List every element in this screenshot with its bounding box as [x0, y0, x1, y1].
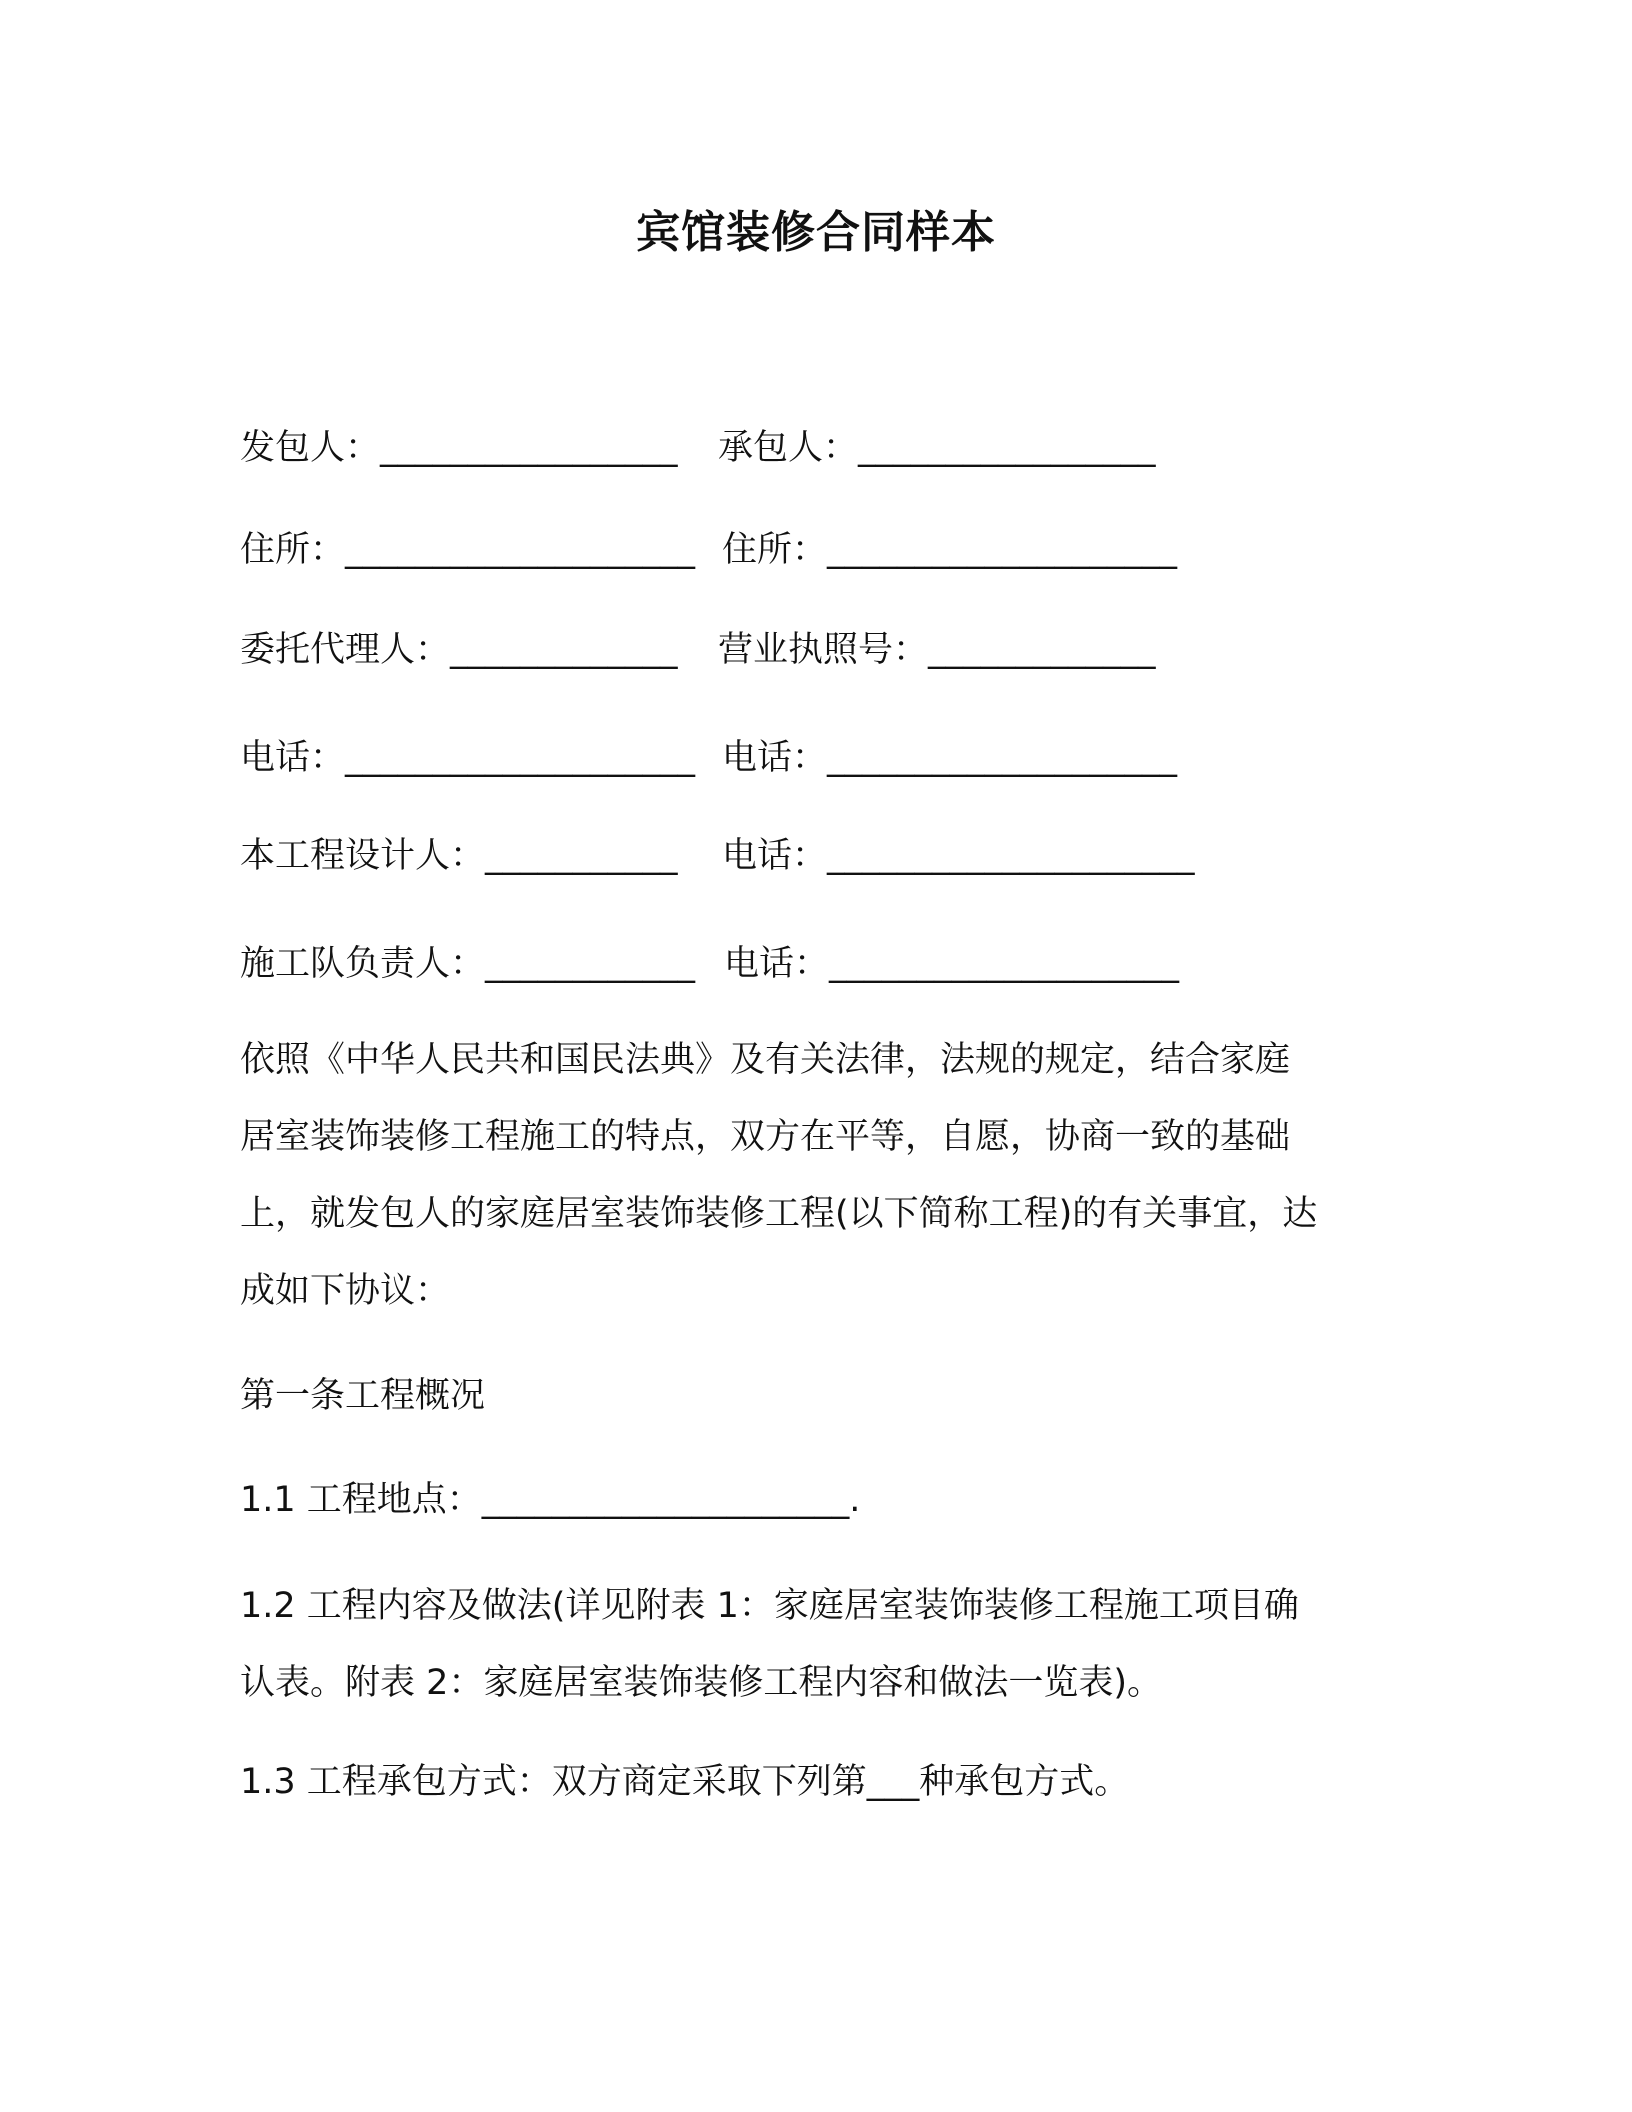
agent-field: 委托代理人：_____________	[240, 630, 678, 670]
preamble-line: 成如下协议：	[240, 1271, 451, 1311]
preamble-line: 居室装饰装修工程施工的特点，双方在平等，自愿，协商一致的基础	[240, 1117, 1291, 1157]
employer-phone-field: 电话：____________________	[240, 738, 696, 778]
preamble-paragraph	[240, 1022, 1390, 1330]
clause-1-1: 1.1 工程地点：_____________________.	[240, 1480, 861, 1520]
foreman-phone-field: 电话：____________________	[724, 944, 1180, 984]
designer-phone-field: 电话：_____________________	[722, 836, 1195, 876]
preamble-line: 依照《中华人民共和国民法典》及有关法律，法规的规定，结合家庭	[240, 1040, 1291, 1080]
business-license-field: 营业执照号：_____________	[718, 630, 1156, 670]
article-1-heading: 第一条工程概况	[240, 1376, 486, 1416]
contractor-address-field: 住所：____________________	[722, 530, 1178, 570]
document-title: 宾馆装修合同样本	[636, 207, 996, 258]
clause-1-2-line: 认表。附表 2：家庭居室装饰装修工程内容和做法一览表)。	[240, 1663, 1163, 1703]
foreman-field: 施工队负责人：____________	[240, 944, 696, 984]
employer-field: 发包人：_________________	[240, 428, 678, 468]
clause-1-2-line: 1.2 工程内容及做法(详见附表 1：家庭居室装饰装修工程施工项目确	[240, 1586, 1299, 1626]
designer-field: 本工程设计人：___________	[240, 836, 678, 876]
clause-1-3: 1.3 工程承包方式：双方商定采取下列第___种承包方式。	[240, 1762, 1130, 1802]
preamble-line: 上，就发包人的家庭居室装饰装修工程(以下简称工程)的有关事宜，达	[240, 1194, 1318, 1234]
employer-address-field: 住所：____________________	[240, 530, 696, 570]
contractor-phone-field: 电话：____________________	[722, 738, 1178, 778]
clause-1-2	[240, 1568, 1390, 1722]
contractor-field: 承包人：_________________	[718, 428, 1156, 468]
